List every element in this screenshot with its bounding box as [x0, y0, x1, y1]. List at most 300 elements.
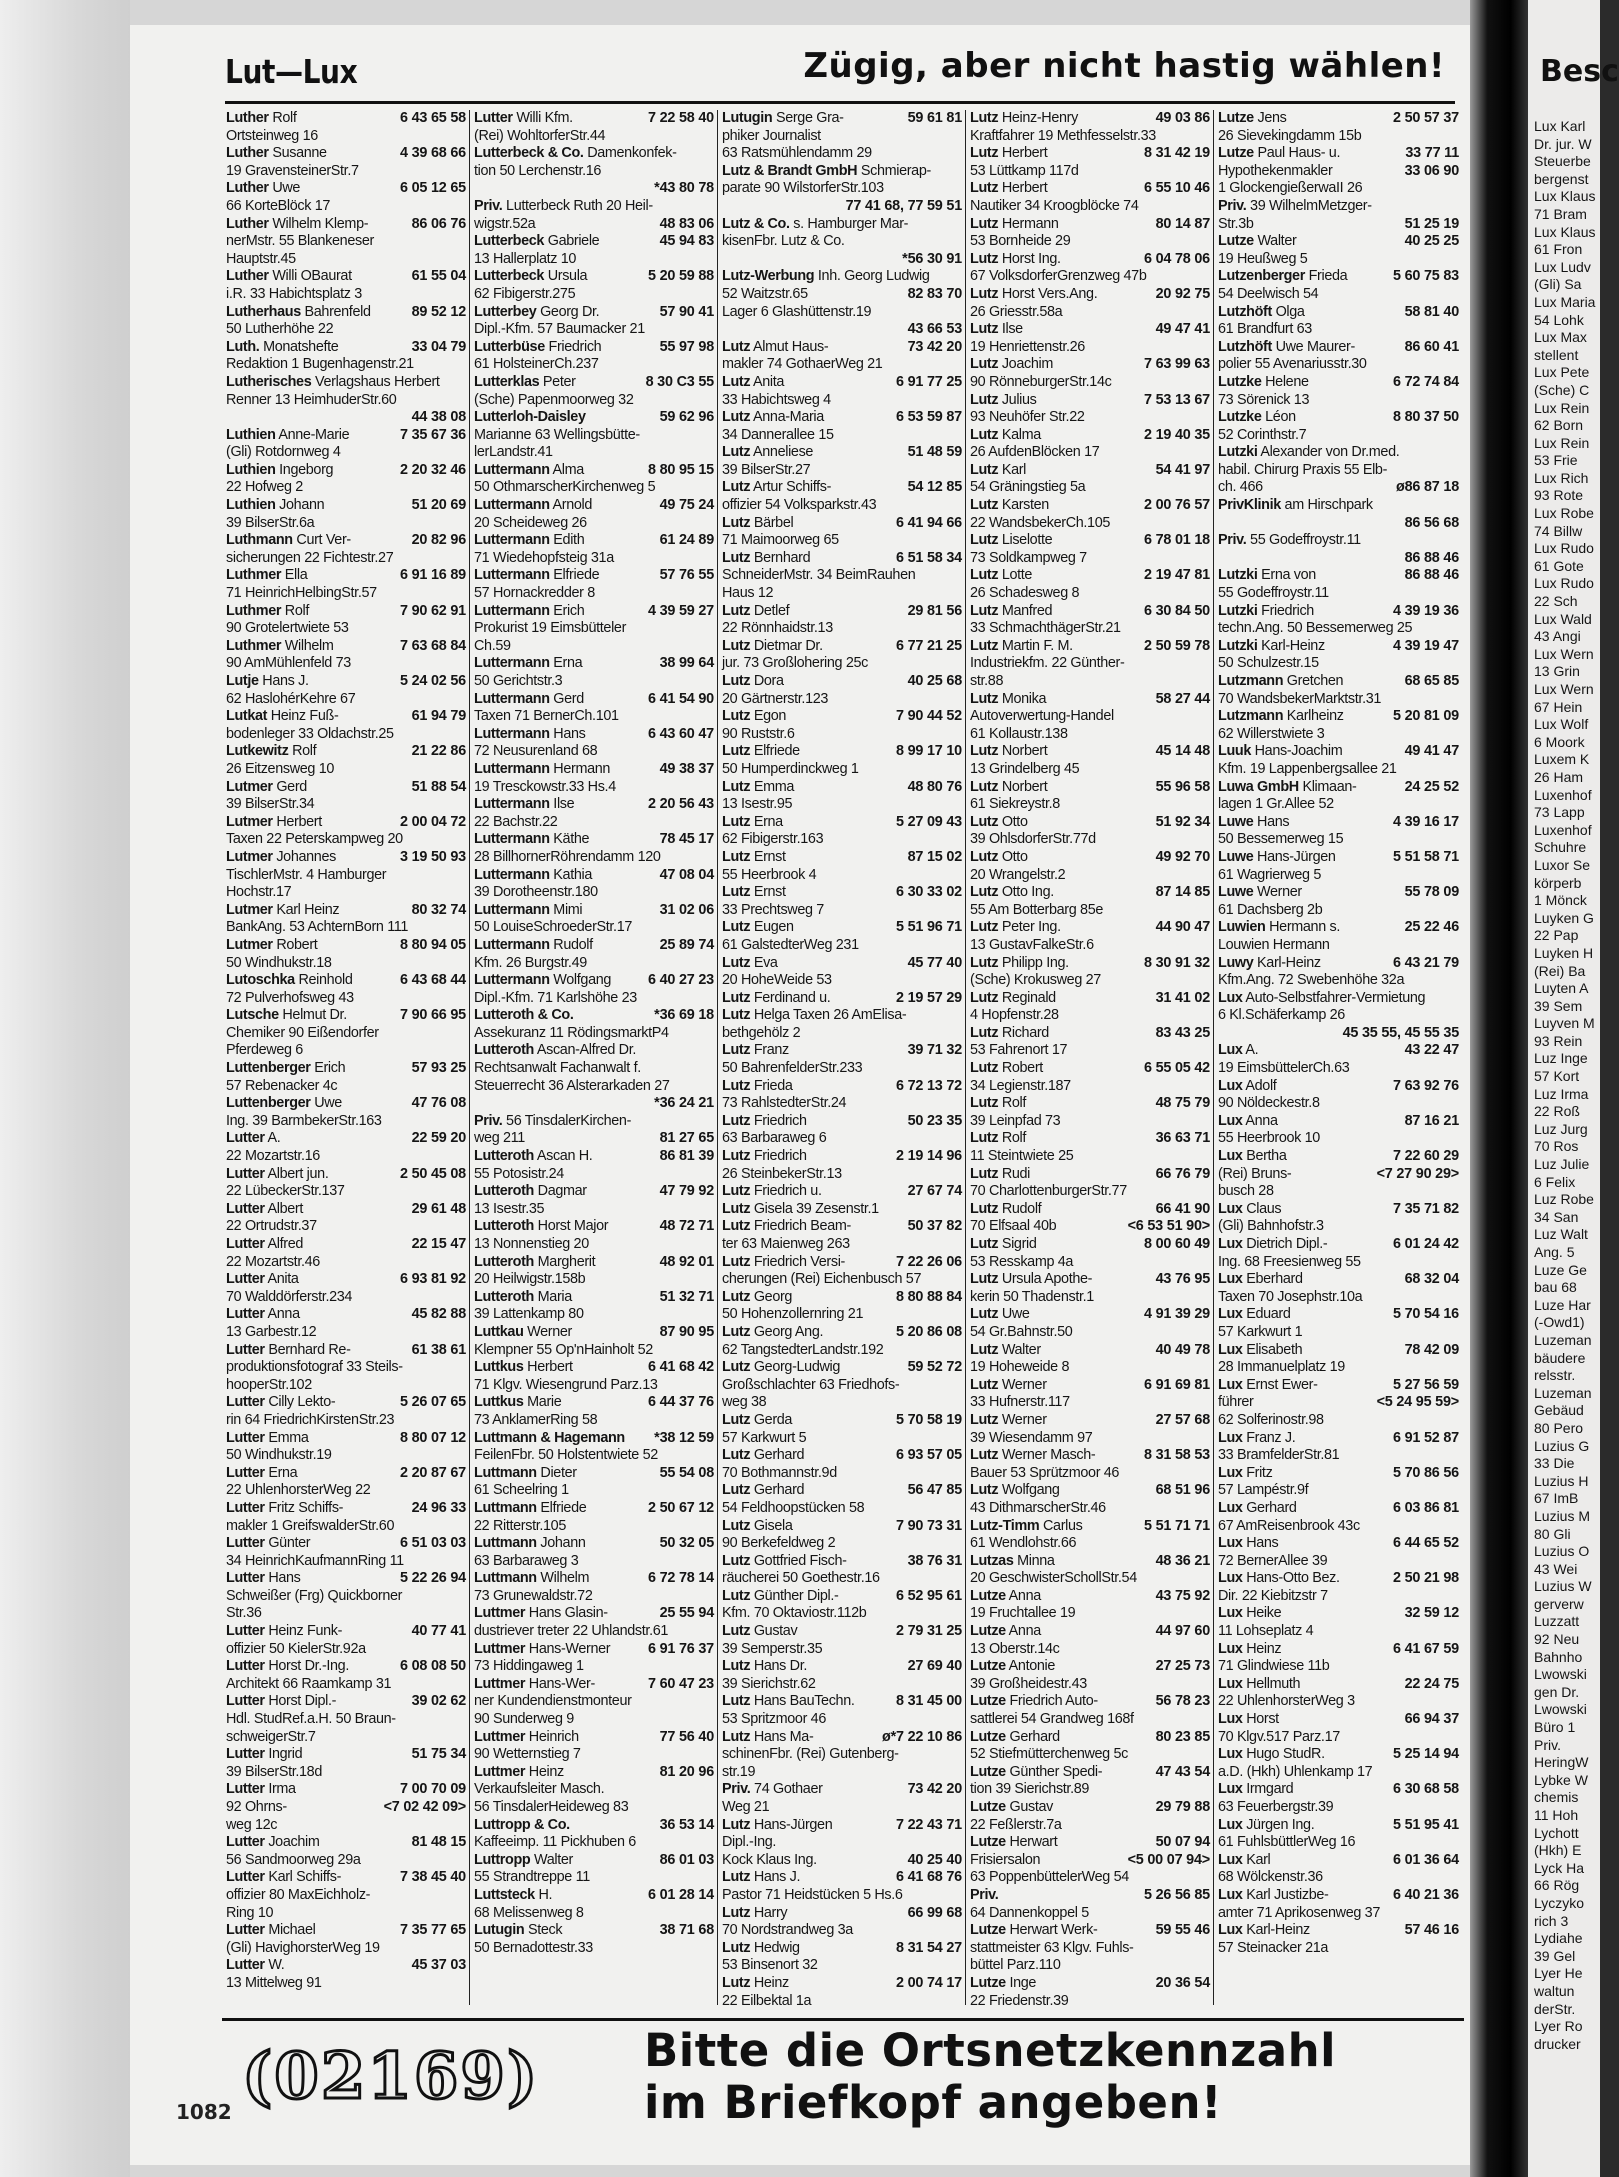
adjacent-page-line: Luz Robe: [1534, 1191, 1594, 1208]
listing-line: [226, 216, 466, 234]
listing-text: Lutter Anita: [226, 1271, 299, 1288]
listing-line: [970, 1676, 1210, 1694]
listing-text: 73 Soldkampweg 7: [970, 549, 1087, 566]
phone-number: 54 41 97: [1155, 461, 1210, 478]
listing-line: [970, 1465, 1210, 1483]
listing-line: [226, 567, 466, 585]
listing-line: [722, 1324, 962, 1342]
listing-text: 54 Deelwisch 54: [1218, 285, 1319, 302]
phone-number: 49 47 41: [1155, 321, 1210, 338]
listing-line: [722, 1166, 962, 1184]
listing-line: [722, 1007, 962, 1025]
listing-text: Luttermann Edith: [474, 532, 585, 549]
phone-number: 51 48 59: [907, 444, 962, 461]
listing-line: [970, 691, 1210, 709]
phone-number: 43 76 95: [1155, 1271, 1210, 1288]
listing-line: [970, 216, 1210, 234]
listing-text: 71 Klgv. Wiesengrund Parz.13: [474, 1376, 658, 1393]
phone-number: 48 92 01: [659, 1253, 714, 1270]
listing-text: Dipl.-Ing.: [722, 1834, 777, 1851]
listing-line: [970, 1905, 1210, 1923]
listing-text: Lutz & Brandt GmbH Schmierap-: [722, 162, 931, 179]
phone-number: 29 79 88: [1155, 1799, 1210, 1815]
listing-line: [1218, 128, 1459, 146]
listing-line: [226, 1447, 466, 1465]
listing-line: [722, 867, 962, 885]
listing-text: 50 Bernadottestr.33: [474, 1939, 593, 1956]
listing-line: [722, 1605, 962, 1623]
listing-text: Lutugin Steck: [474, 1922, 563, 1939]
listing-line: [226, 867, 466, 885]
adjacent-page-line: 66 Rög: [1534, 1877, 1580, 1894]
listing-text: 13 Hallerplatz 10: [474, 250, 577, 267]
phone-number: 8 00 60 49: [1143, 1236, 1210, 1252]
phone-number: 87 90 95: [659, 1323, 714, 1340]
listing-line: [722, 884, 962, 902]
listing-line: [226, 1553, 466, 1571]
listing-line: [226, 1025, 466, 1043]
listing-line: [970, 638, 1210, 656]
phone-number: 25 22 46: [1404, 919, 1459, 936]
listing-text: Lutter Albert jun.: [226, 1165, 329, 1182]
listing-text: 56 Sandmoorweg 29a: [226, 1851, 361, 1868]
listing-text: Luttermann Elfriede: [474, 567, 600, 584]
phone-number: 7 35 77 65: [399, 1922, 466, 1939]
phone-number: 24 96 33: [411, 1499, 466, 1516]
listing-text: 20 HoheWeide 53: [722, 972, 832, 989]
listing-text: 39 Dorotheenstr.180: [474, 884, 598, 901]
listing-line: [722, 180, 962, 198]
listing-text: Lutter Heinz Funk-: [226, 1623, 343, 1640]
listing-text: 20 Heilwigstr.158b: [474, 1271, 586, 1288]
listing-line: [970, 374, 1210, 392]
listing-line: [722, 1799, 962, 1817]
phone-number: 6 40 21 36: [1392, 1886, 1459, 1903]
listing-text: 70 Walddörferstr.234: [226, 1288, 353, 1305]
listing-line: [970, 1130, 1210, 1148]
phone-number: 8 80 95 15: [647, 461, 714, 478]
listing-line: [1218, 1852, 1459, 1870]
listing-line: [722, 919, 962, 937]
listing-line: [722, 1500, 962, 1518]
listing-text: jur. 73 Großlohering 25c: [722, 655, 868, 672]
listing-line: [474, 1605, 714, 1623]
listing-line: [226, 233, 466, 251]
adjacent-page-line: Luxenhof: [1534, 821, 1592, 838]
listing-text: Lutzki Erna von: [1218, 567, 1316, 584]
listing-line: [474, 1394, 714, 1412]
listing-text: Lutzmann Gretchen: [1218, 673, 1344, 689]
listing-text: Lutzki Alexander von Dr.med.: [1218, 444, 1400, 461]
phone-number: 39 71 32: [907, 1042, 962, 1059]
listing-text: Lutz Norbert: [970, 743, 1048, 760]
listing-line: [474, 497, 714, 515]
listing-line: [722, 427, 962, 445]
listing-line: [226, 902, 466, 920]
listing-text: 52 Stiefmütterchenweg 5c: [970, 1746, 1128, 1763]
listing-line: [970, 620, 1210, 638]
listing-text: sicherungen 22 Fichtestr.27: [226, 549, 394, 566]
listing-line: [226, 1218, 466, 1236]
listing-line: [474, 1693, 714, 1711]
listing-line: [226, 1658, 466, 1676]
adjacent-page-line: Lyczyko: [1534, 1894, 1585, 1911]
listing-text: 19 Heußweg 5: [1218, 250, 1308, 267]
listing-line: [1218, 1254, 1459, 1272]
listing-line: [970, 462, 1210, 480]
listing-line: [226, 990, 466, 1008]
listing-line: [1218, 1148, 1459, 1166]
phone-number: 5 20 81 09: [1392, 708, 1459, 725]
adjacent-page-line: (Hkh) E: [1534, 1842, 1582, 1859]
listing-line: [1218, 1025, 1459, 1043]
listing-text: 53 Spritzmoor 46: [722, 1711, 826, 1728]
listing-text: 26 Schadesweg 8: [970, 585, 1080, 602]
listing-text: Lutz Georg-Ludwig: [722, 1359, 841, 1376]
adjacent-page-line: Lux Wern: [1534, 645, 1594, 662]
phone-number: <7 27 90 29>: [1376, 1165, 1459, 1182]
adjacent-page-line: Luze Ge: [1534, 1261, 1587, 1278]
listing-line: [1218, 1500, 1459, 1518]
listing-text: Lutz Erna: [722, 813, 783, 830]
phone-number: 49 03 86: [1155, 110, 1210, 126]
listing-line: [1218, 268, 1459, 286]
listing-line: [722, 1518, 962, 1536]
listing-text: 92 Ohrns-: [226, 1799, 287, 1815]
listing-line: [970, 796, 1210, 814]
listing-line: [970, 1289, 1210, 1307]
listing-line: [722, 479, 962, 497]
listing-text: Hypothekenmakler: [1218, 162, 1333, 179]
phone-number: 43 66 53: [907, 321, 962, 338]
listing-text: (Rei) WohltorferStr.44: [474, 127, 606, 144]
listing-line: [226, 198, 466, 216]
phone-number: 6 72 13 72: [895, 1077, 962, 1094]
listing-line: [1218, 180, 1459, 198]
listing-text: bethgehölz 2: [722, 1024, 801, 1041]
listing-text: 55 Godeffroystr.11: [1218, 585, 1329, 602]
listing-line: [1218, 1729, 1459, 1747]
adjacent-page-line: 1 Mönck: [1534, 892, 1587, 909]
listing-text: Marianne 63 Wellingsbütte-: [474, 426, 640, 443]
listing-text: 90 AmMühlenfeld 73: [226, 655, 351, 672]
phone-number: 45 35 55, 45 55 35: [1342, 1024, 1459, 1041]
listing-text: Lux Eduard: [1218, 1306, 1291, 1323]
listing-text: Priv. 39 WilhelmMetzger-: [1218, 197, 1372, 214]
listing-text: Lux Karl Justizbe-: [1218, 1886, 1329, 1903]
phone-number: 8 80 88 84: [895, 1288, 962, 1305]
phone-number: 68 32 04: [1404, 1271, 1459, 1288]
listing-line: [1218, 1078, 1459, 1096]
adjacent-page-line: 74 Billw: [1534, 522, 1583, 539]
listing-text: 55 Am Botterbarg 85e: [970, 901, 1103, 918]
listing-line: [970, 1025, 1210, 1043]
phone-number: 6 91 16 89: [399, 567, 466, 584]
listing-line: [1218, 937, 1459, 955]
phone-number: 86 88 46: [1404, 567, 1459, 584]
adjacent-page-line: Lux Max: [1534, 329, 1587, 346]
adjacent-page-line: 33 Die: [1534, 1455, 1575, 1472]
listing-text: Luttropp Walter: [474, 1851, 573, 1868]
listing-line: [226, 638, 466, 656]
listing-line: [474, 1553, 714, 1571]
listing-line: [474, 1482, 714, 1500]
listing-text: Lutz Philipp Ing.: [970, 954, 1069, 971]
phone-number: <5 00 07 94>: [1127, 1851, 1210, 1868]
listing-line: [970, 1553, 1210, 1571]
book-spine: [1470, 0, 1528, 2177]
listing-text: 61 Scheelring 1: [474, 1482, 569, 1499]
listing-text: Lutzas Minna: [970, 1552, 1055, 1569]
listing-line: [970, 304, 1210, 322]
listing-line: [722, 374, 962, 392]
listing-text: Lutz Richard: [970, 1024, 1049, 1041]
listing-text: Lutz Sigrid: [970, 1236, 1037, 1252]
listing-text: Lutz Franz: [722, 1042, 789, 1059]
listing-line: [226, 1342, 466, 1360]
listing-line: [474, 1324, 714, 1342]
phone-number: 31 02 06: [659, 901, 714, 918]
listing-line: [226, 814, 466, 832]
phone-number: 81 48 15: [411, 1834, 466, 1851]
listing-text: phiker Journalist: [722, 127, 821, 144]
listing-text: Kock Klaus Ing.: [722, 1851, 817, 1868]
phone-number: 2 50 59 78: [1143, 637, 1210, 654]
listing-line: [1218, 708, 1459, 726]
listing-text: Luttermann Kathia: [474, 866, 593, 883]
listing-text: Lutz Anita: [722, 373, 785, 390]
listing-line: [970, 743, 1210, 761]
phone-number: 6 05 12 65: [399, 180, 466, 197]
listing-line: [226, 585, 466, 603]
phone-number: 61 38 61: [411, 1341, 466, 1358]
listing-text: 33 SchmachthägerStr.21: [970, 620, 1121, 637]
listing-line: [474, 1852, 714, 1870]
listing-line: [474, 638, 714, 656]
listing-line: [970, 1993, 1210, 2011]
listing-text: Lux Elisabeth: [1218, 1341, 1303, 1358]
listing-text: Lutter Bernhard Re-: [226, 1341, 351, 1358]
phone-number: 6 53 59 87: [895, 409, 962, 426]
phone-number: 86 60 41: [1404, 338, 1459, 355]
listing-text: Lutter Hans: [226, 1570, 301, 1587]
listing-text: Lutter Cilly Lekto-: [226, 1394, 336, 1411]
listing-line: [970, 110, 1210, 128]
listing-line: [970, 1218, 1210, 1236]
listing-text: Luttermann Arnold: [474, 497, 593, 514]
listing-text: 22 WandsbekerCh.105: [970, 514, 1111, 531]
listing-text: Lutteroth Dagmar: [474, 1183, 587, 1200]
listing-text: Lux Bertha: [1218, 1148, 1287, 1165]
listing-text: 53 Lüttkamp 117d: [970, 162, 1079, 179]
listing-text: Lutz Friedrich u.: [722, 1183, 822, 1200]
phone-number: 6 93 81 92: [399, 1271, 466, 1288]
listing-text: 64 Dannenkoppel 5: [970, 1904, 1089, 1921]
listing-text: Luttermann Käthe: [474, 831, 590, 848]
listing-text: 50 Windhukstr.18: [226, 954, 332, 971]
listing-text: Lutz Robert: [970, 1060, 1043, 1077]
listing-line: [474, 1676, 714, 1694]
listing-text: Lux Claus: [1218, 1200, 1282, 1217]
listing-text: Taxen 71 BernerCh.101: [474, 708, 619, 725]
listing-line: [1218, 691, 1459, 709]
listing-text: Lutter Michael: [226, 1922, 316, 1939]
listing-text: 71 Glindwiese 11b: [1218, 1658, 1330, 1675]
listing-text: Lutteroth Maria: [474, 1288, 572, 1305]
listing-text: 26 Eitzensweg 10: [226, 760, 335, 777]
listing-line: [474, 1623, 714, 1641]
phone-number: 87 15 02: [907, 848, 962, 865]
listing-line: [1218, 814, 1459, 832]
phone-number: 51 32 71: [659, 1288, 714, 1305]
listing-text: cherungen (Rei) Eichenbusch 57: [722, 1271, 922, 1288]
listing-text: Str.3b: [1218, 215, 1254, 232]
listing-line: [226, 779, 466, 797]
listing-line: [226, 972, 466, 990]
listing-text: Luttsteck H.: [474, 1886, 553, 1903]
listing-text: Lutmer Herbert: [226, 813, 322, 830]
phone-number: 27 57 68: [1155, 1411, 1210, 1428]
listing-line: [226, 743, 466, 761]
adjacent-page-line: Lwowski: [1534, 1666, 1587, 1683]
phone-number: 5 24 02 56: [399, 673, 466, 689]
listing-text: 39 Großheidestr.43: [970, 1675, 1087, 1692]
phone-number: 7 63 68 84: [399, 637, 466, 654]
phone-number: 2 20 87 67: [399, 1464, 466, 1481]
listing-line: [1218, 919, 1459, 937]
listing-text: 63 Barbaraweg 3: [474, 1552, 579, 1569]
listing-line: [722, 1746, 962, 1764]
adjacent-page-line: bau 68: [1534, 1279, 1577, 1296]
listing-line: [474, 1500, 714, 1518]
listing-text: Lutter Albert: [226, 1200, 304, 1217]
phone-number: 73 42 20: [907, 1781, 962, 1798]
listing-text: 62 Fibigerstr.163: [722, 831, 824, 848]
adjacent-page-line: Lux Rudo: [1534, 540, 1594, 557]
phone-number: 5 26 07 65: [399, 1394, 466, 1411]
adjacent-page-line: 43 Angi: [1534, 628, 1581, 645]
listing-line: [1218, 1289, 1459, 1307]
adjacent-page-line: 67 ImB: [1534, 1490, 1579, 1507]
listing-text: Lutter Willi Kfm.: [474, 110, 573, 126]
listing-line: [226, 1377, 466, 1395]
listing-line: [226, 1254, 466, 1272]
listing-line: [722, 743, 962, 761]
listing-line: [970, 673, 1210, 691]
listing-line: [970, 286, 1210, 304]
phone-number: 57 76 55: [659, 567, 714, 584]
adjacent-page-line: 92 Neu: [1534, 1631, 1580, 1648]
listing-text: Lutz Frieda: [722, 1077, 793, 1094]
listing-text: Kraftfahrer 19 Methfesselstr.33: [970, 127, 1156, 144]
listing-text: 50 Hohenzollernring 21: [722, 1306, 864, 1323]
listing-text: Luttermann Ilse: [474, 796, 575, 813]
listing-text: 50 OthmarscherKirchenweg 5: [474, 479, 656, 496]
listing-text: 22 Mozartstr.46: [226, 1253, 320, 1270]
listing-line: [722, 251, 962, 269]
listing-text: 61 Brandfurt 63: [1218, 321, 1312, 338]
listing-text: 71 HeinrichHelbingStr.57: [226, 585, 377, 602]
listing-text: makler 1 GreifswalderStr.60: [226, 1517, 395, 1534]
listing-line: [226, 1799, 466, 1817]
listing-text: Lutz Gisela 39 Zesenstr.1: [722, 1200, 879, 1217]
listing-line: [970, 1078, 1210, 1096]
listing-line: [1218, 1271, 1459, 1289]
listing-text: Lutz Reginald: [970, 989, 1056, 1006]
listing-text: Kfm. 19 Lappenbergsallee 21: [1218, 760, 1397, 777]
adjacent-page-line: Luzzatt: [1534, 1613, 1580, 1630]
listing-line: [722, 1236, 962, 1254]
listing-line: [1218, 304, 1459, 322]
phone-number: 4 39 16 17: [1392, 813, 1459, 830]
listing-line: [1218, 321, 1459, 339]
listing-line: [1218, 1518, 1459, 1536]
listing-line: [722, 1922, 962, 1940]
listing-line: [970, 1588, 1210, 1606]
listing-text: 72 Pulverhofsweg 43: [226, 989, 354, 1006]
listing-text: Luttmer Heinz: [474, 1763, 564, 1780]
listing-line: [1218, 145, 1459, 163]
listing-line: [226, 1605, 466, 1623]
listing-line: [474, 1922, 714, 1940]
listing-text: weg 211: [474, 1130, 525, 1147]
adjacent-page-line: (Gli) Sa: [1534, 276, 1582, 293]
phone-number: 7 63 99 63: [1143, 356, 1210, 373]
listing-line: [722, 796, 962, 814]
phone-number: 5 60 75 83: [1392, 268, 1459, 285]
adjacent-page-line: Lydiahe: [1534, 1930, 1583, 1947]
listing-line: [226, 1060, 466, 1078]
phone-number: 21 22 86: [411, 743, 466, 760]
listing-line: [970, 1957, 1210, 1975]
listing-text: 13 Isestr.95: [722, 796, 793, 813]
listing-text: Lutz Hans Dr.: [722, 1658, 808, 1675]
listing-line: [970, 1095, 1210, 1113]
listing-text: Lutz Friedrich Versi-: [722, 1253, 845, 1270]
listing-text: 20 Wrangelstr.2: [970, 866, 1066, 883]
listing-text: dustriever treter 22 Uhlandstr.61: [474, 1623, 669, 1640]
listing-text: Lutmer Karl Heinz: [226, 901, 340, 918]
listing-line: [970, 1166, 1210, 1184]
listing-text: Lutz Otto: [970, 813, 1028, 830]
listing-text: Lutz Friedrich: [722, 1148, 807, 1165]
listing-text: Lutz Detlef: [722, 602, 790, 619]
listing-line: [970, 1605, 1210, 1623]
listing-text: Luttmer Hans Glasin-: [474, 1605, 608, 1622]
listing-line: [226, 479, 466, 497]
listing-line: [474, 1535, 714, 1553]
listing-text: Lutter Horst Dipl.-: [226, 1693, 337, 1710]
listing-line: [474, 1887, 714, 1905]
listing-line: [970, 268, 1210, 286]
listing-line: [474, 1869, 714, 1887]
phone-number: 68 65 85: [1404, 673, 1459, 689]
listing-text: str.19: [722, 1763, 756, 1780]
listing-text: Luttkau Werner: [474, 1323, 572, 1340]
listing-line: [970, 479, 1210, 497]
phone-number: 48 75 79: [1155, 1095, 1210, 1112]
adjacent-page-line: körperb: [1534, 874, 1582, 891]
phone-number: 4 39 19 36: [1392, 602, 1459, 619]
listing-column-4: [966, 110, 1214, 2009]
phone-number: 55 97 98: [659, 338, 714, 355]
listing-text: Lutterbeck Gabriele: [474, 233, 600, 250]
listing-line: [1218, 1781, 1459, 1799]
adjacent-page-line: 57 Kort: [1534, 1068, 1580, 1085]
listing-line: [474, 479, 714, 497]
listing-text: Lutteroth Margherit: [474, 1253, 596, 1270]
phone-number: 2 50 57 37: [1392, 110, 1459, 126]
